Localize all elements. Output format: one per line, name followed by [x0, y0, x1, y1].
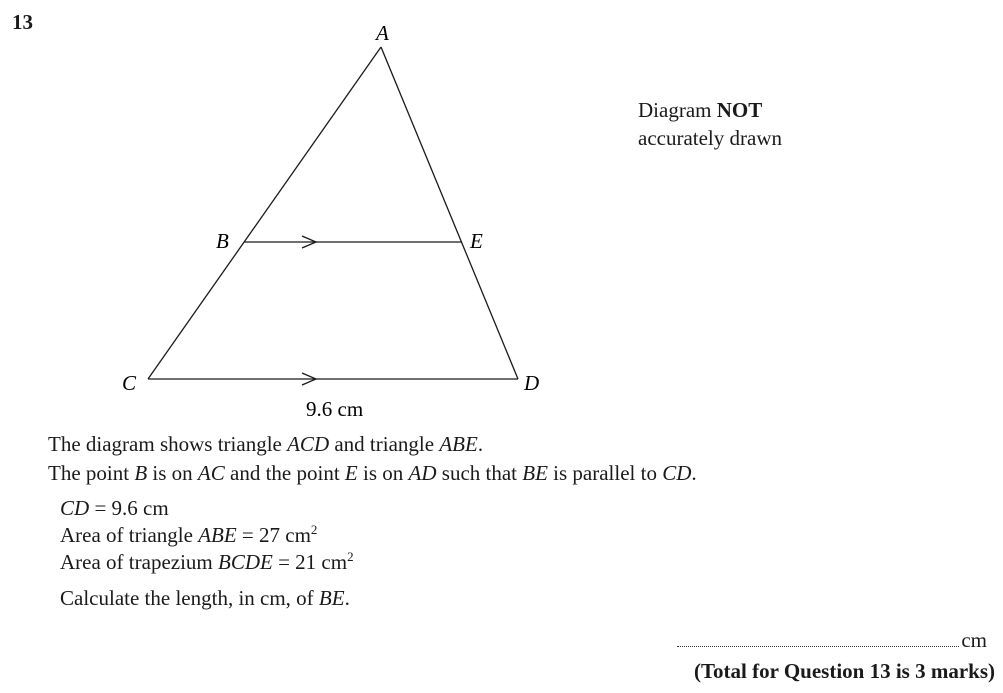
label-b: B: [216, 229, 229, 253]
answer-line[interactable]: [677, 628, 987, 653]
task-text: Calculate the length, in cm, of BE.: [60, 586, 350, 610]
label-a: A: [376, 21, 389, 45]
statement-2: The point B is on AC and the point E is on AD such that BE is parallel to CD.: [48, 461, 697, 485]
label-c: C: [122, 371, 137, 395]
side-ac: [148, 47, 381, 379]
given-cd: CD = 9.6 cm: [60, 496, 169, 520]
diagram-note: [638, 96, 782, 152]
side-ad: [381, 47, 518, 379]
given-area-bcde: Area of trapezium BCDE = 21 $cm^2$: [60, 549, 354, 574]
statement-1: The diagram shows triangle ACD and triangle ABE.: [48, 432, 484, 456]
note-prefix: Diagram: [638, 98, 712, 122]
label-d: D: [524, 371, 540, 395]
answer-unit: cm: [961, 628, 987, 652]
question-number: 13: [12, 10, 33, 34]
answer-blank[interactable]: [677, 628, 959, 647]
given-area-abe: Area of triangle ABE = 27 $cm^2$: [60, 522, 318, 547]
note-suffix: accurately drawn: [638, 126, 782, 150]
label-e: E: [470, 229, 483, 253]
cd-length-label: 9.6 cm: [306, 397, 364, 421]
total-marks: (Total for Question 13 is 3 marks): [693, 659, 995, 683]
note-emphasis: NOT: [716, 98, 763, 122]
